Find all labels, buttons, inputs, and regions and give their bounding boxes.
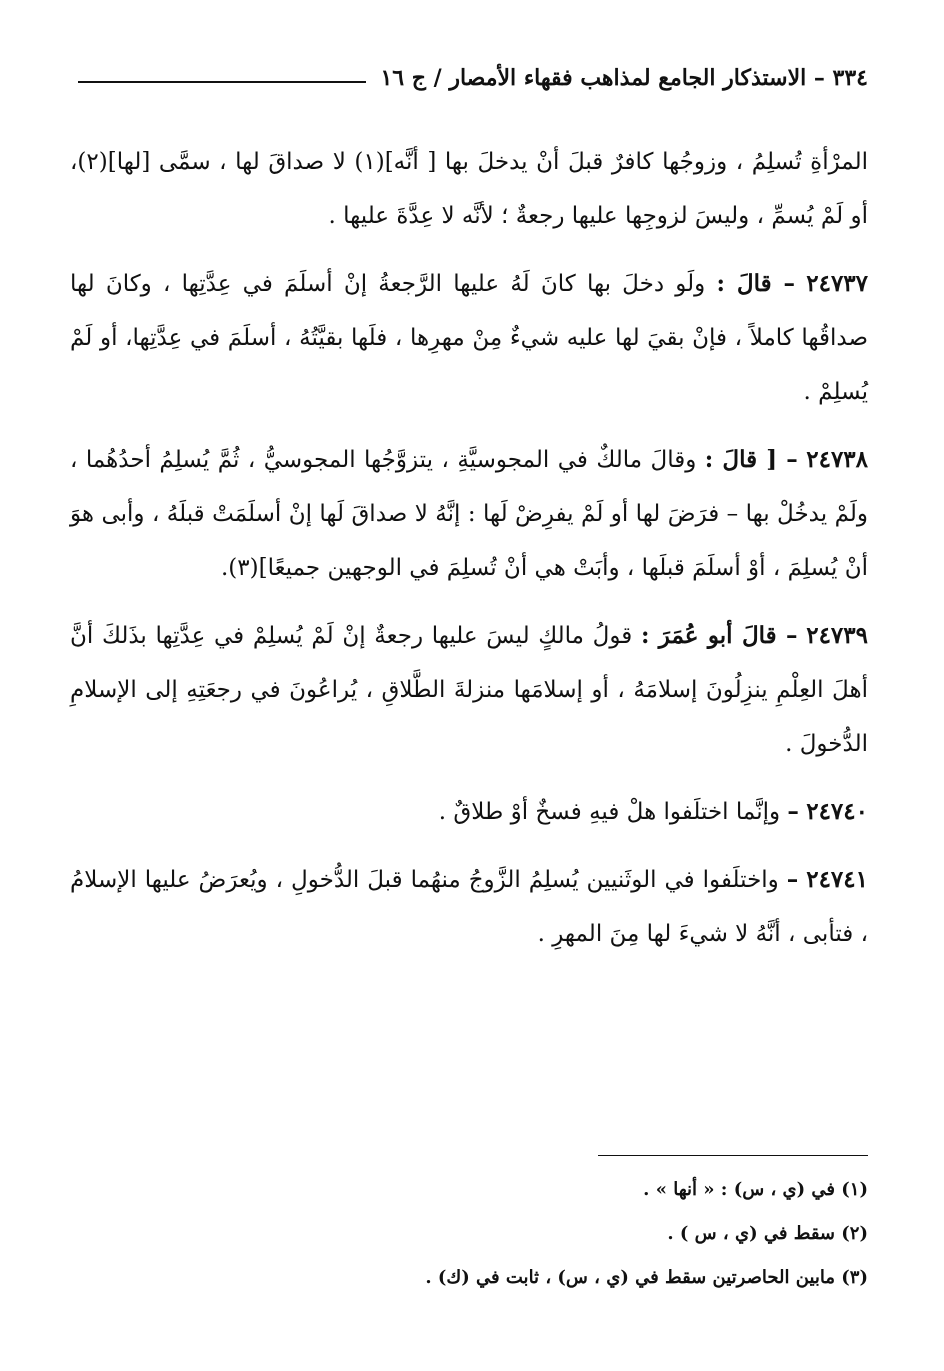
paragraph-number: ٢٤٧٣٧ bbox=[806, 270, 869, 297]
paragraph-number: ٢٤٧٣٨ bbox=[806, 446, 869, 473]
paragraph-lead: – قالَ أبو عُمَرَ : bbox=[640, 622, 798, 649]
paragraph-number: ٢٤٧٣٩ bbox=[806, 622, 868, 649]
paragraph-lead: – قالَ : bbox=[716, 270, 796, 297]
paragraph-text: ولَو دخلَ بها كانَ لَهُ عليها الرَّجعةُ إنْ أسلَمَ في عِدَّتِها ، وكانَ لها صداقُها كاملاً ، فإنْ بقيَ لها عليه شيءٌ مِنْ مهرِها ، فلَها بقيَّتُهُ ، أسلَمَ في عِدَّتِها، أو لَمْ يُسلِمْ . bbox=[70, 271, 868, 405]
paragraph-number: ٢٤٧٤٠ bbox=[806, 798, 868, 825]
header-rule bbox=[78, 81, 366, 83]
footnotes bbox=[70, 1168, 868, 1300]
paragraph-24741 bbox=[70, 853, 868, 961]
paragraph-24737 bbox=[70, 257, 868, 419]
footnote-separator bbox=[598, 1155, 868, 1156]
paragraph-number: ٢٤٧٤١ bbox=[806, 866, 868, 893]
paragraph-text: وإنَّما اختلَفوا هلْ فيهِ فسخٌ أوْ طلاقٌ . bbox=[438, 799, 781, 825]
paragraph-24739 bbox=[70, 609, 868, 771]
paragraph-text: وقالَ مالكٌ في المجوسيَّةِ ، يتزوَّجُها المجوسيُّ ، ثُمَّ يُسلِمُ أحدُهُما ، ولَمْ يدخُلْ بها – فرَضَ لها أو لَمْ يفرِضْ لَها : إنَّهُ لا صداقَ لَها إنْ أسلَمَتْ قبلَهُ ، وأبى هوَ أنْ يُسلِمَ ، أوْ أسلَمَ قبلَها ، وأبَتْ هي أنْ تُسلِمَ في الوجهين جميعًا](٣). bbox=[70, 447, 868, 581]
footnote-1: (١) في (ي ، س) : « أنها » . bbox=[643, 1179, 868, 1200]
header-title: ٣٣٤ – الاستذكار الجامع لمذاهب فقهاء الأمصار / ج ١٦ bbox=[380, 65, 868, 91]
footnote-2: (٢) سقط في (ي ، س ) . bbox=[667, 1223, 868, 1244]
main-text bbox=[70, 135, 868, 975]
paragraph-lead: – bbox=[787, 798, 799, 825]
paragraph-text: واختلَفوا في الوثَنيين يُسلِمُ الزَّوجُ منهُما قبلَ الدُّخولِ ، ويُعرَضُ عليها الإسلامُ ، فتأبى ، أنَّهُ لا شيءَ لها مِنَ المهرِ . bbox=[70, 867, 868, 947]
footnote-3: (٣) مابين الحاصرتين سقط في (ي ، س) ، ثابت في (ك) . bbox=[425, 1267, 868, 1288]
paragraph-24740 bbox=[70, 785, 868, 839]
paragraph-text: المرْأةِ تُسلِمُ ، وزوجُها كافرٌ قبلَ أنْ يدخلَ بها [ أنَّه](١) لا صداقَ لها ، سمَّى [لها](٢)، أو لَمْ يُسمِّ ، وليسَ لزوجِها عليها رجعةٌ ؛ لأنَّه لا عِدَّةَ عليها . bbox=[70, 149, 868, 229]
paragraph-text: قولُ مالكٍ ليسَ عليها رجعةٌ إنْ لَمْ يُسلِمْ في عِدَّتِها بذَلكَ أنَّ أهلَ العِلْمِ ينزِلُونَ إسلامَهُ ، أو إسلامَها منزلةَ الطَّلاقِ ، يُراعُونَ في رجعَتِهِ إلى الإسلامِ الدُّخولَ . bbox=[70, 623, 868, 757]
paragraph-24738 bbox=[70, 433, 868, 595]
paragraph-continuation bbox=[70, 135, 868, 243]
paragraph-lead: – [ قالَ : bbox=[704, 446, 798, 473]
paragraph-lead: – bbox=[786, 866, 799, 893]
running-header bbox=[78, 58, 868, 98]
